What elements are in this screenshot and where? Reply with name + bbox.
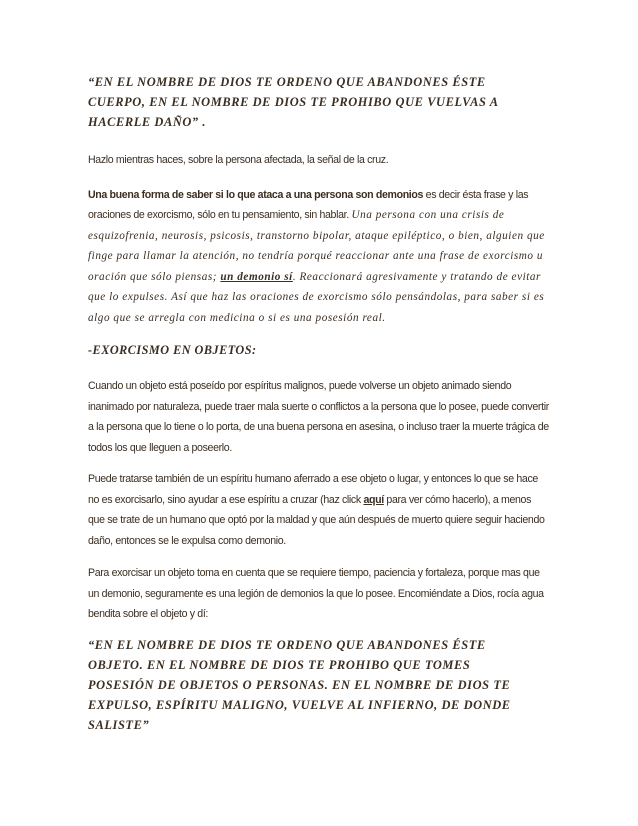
quote-line: “EN EL NOMBRE DE DIOS TE ORDENO QUE ABANDONES ÉSTE <box>88 637 486 652</box>
demon-test-lead: Una buena forma de saber si lo que ataca a una persona son demonios <box>88 188 424 201</box>
objects-paragraph-2 <box>88 469 550 551</box>
demon-test-italic: Una persona con una crisis de esquizofrenia, neurosis, psicosis, transtorno bipolar, ataque epiléptico, o bien, alguien que finge para llamar la atención, no tendría porqué reaccionar ante una frase de exorcismo u oración que sólo piensas; <box>88 209 545 283</box>
quote-line: HACERLE DAÑO” . <box>88 115 207 129</box>
quote-line: OBJETO. EN EL NOMBRE DE DIOS TE PROHIBO QUE TOMES <box>88 657 471 672</box>
document-page <box>88 70 550 735</box>
quote-line: “EN EL NOMBRE DE DIOS TE ORDENO QUE ABANDONES ÉSTE <box>88 75 486 89</box>
demon-test-italic-2: . Reaccionará agresivamente y tratando de evitar que lo expulses. Así que haz las oraciones de exorcismo sólo pensándolas, para saber si es algo que se arregla con medicina o si es una posesión real. <box>88 270 545 324</box>
demon-test-text: es decir ésta frase y las oraciones de exorcismo, sólo en tu pensamiento, sin hablar. <box>88 188 529 221</box>
objects-paragraph-1: Cuando un objeto está poseído por espíritus malignos, puede volverse un objeto animado siendo inanimado por naturaleza, puede traer mala suerte o conflictos a la persona que lo posee, puede convertir a la persona que lo tiene o lo porta, de una buena persona en asesina, o incluso traer la muerte trágica de todos los que lleguen a poseerlo. <box>88 380 549 454</box>
quote-line: CUERPO, EN EL NOMBRE DE DIOS TE PROHIBO QUE VUELVAS A <box>88 95 499 109</box>
exorcism-quote-body <box>88 72 550 132</box>
demon-test-paragraph <box>88 185 550 329</box>
cross-instruction: Hazlo mientras haces, sobre la persona afectada, la señal de la cruz. <box>88 154 389 166</box>
exorcism-quote-object <box>88 635 550 735</box>
objects-paragraph-2-text-2: para ver cómo hacerlo), a menos que se trate de un humano que optó por la maldad y que aún después de muerto quiere seguir haciendo daño, entonces se le expulsa como demonio. <box>88 493 545 547</box>
objects-paragraph-3: Para exorcisar un objeto toma en cuenta que se requiere tiempo, paciencia y fortaleza, porque mas que un demonio, seguramente es una legión de demonios la que lo posee. Encomiéndate a Dios, rocía agua bendita sobre el objeto y dí: <box>88 567 544 620</box>
quote-line: POSESIÓN DE OBJETOS O PERSONAS. EN EL NOMBRE DE DIOS TE <box>88 677 511 692</box>
click-here-link[interactable]: aquí <box>363 493 384 506</box>
demon-test-emphasis: un demonio sí <box>220 270 293 283</box>
section-heading-objects: -EXORCISMO EN OBJETOS: <box>88 343 257 357</box>
objects-paragraph-2-text: Puede tratarse también de un espíritu humano aferrado a ese objeto o lugar, y entonces lo que se hace no es exorcisarlo, sino ayudar a ese espíritu a cruzar (haz click <box>88 473 538 506</box>
quote-line: EXPULSO, ESPÍRITU MALIGNO, VUELVE AL INFIERNO, DE DONDE <box>88 697 511 712</box>
quote-line: SALISTE” <box>88 717 150 732</box>
